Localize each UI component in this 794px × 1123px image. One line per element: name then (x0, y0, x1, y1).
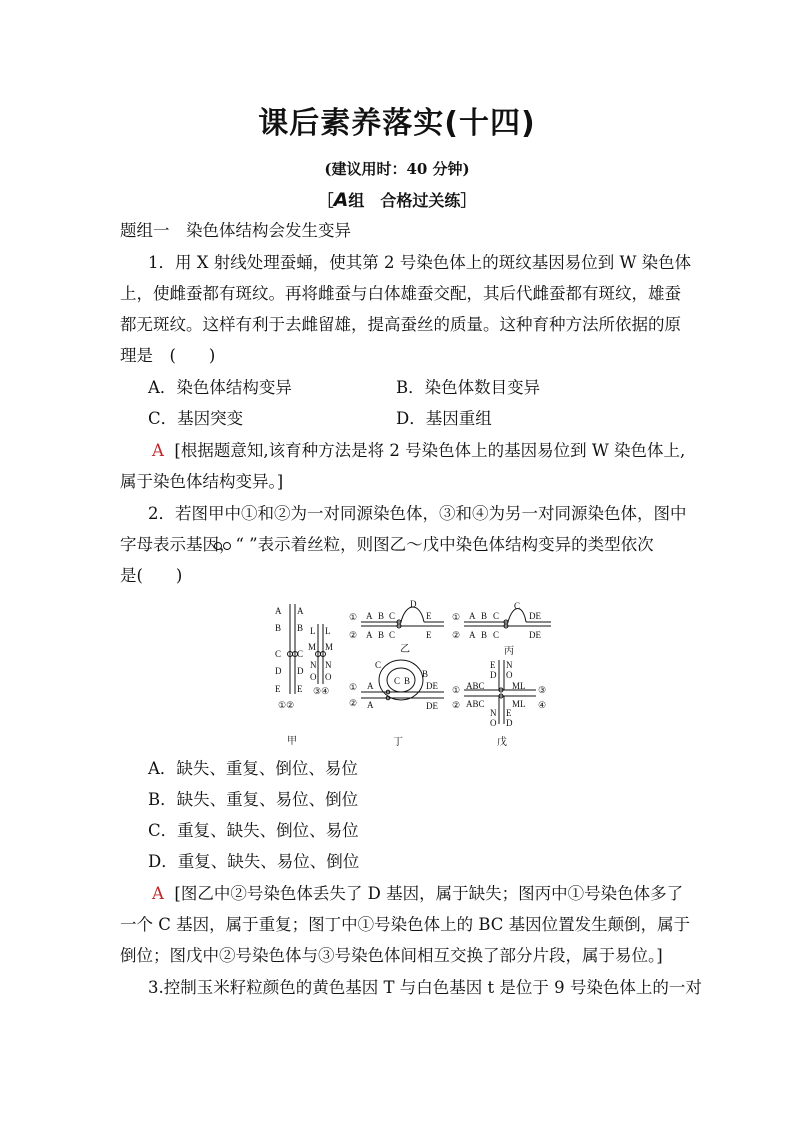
q3-line-1: 3.控制玉米籽粒颜色的黄色基因 T 与白色基因 t 是位于 9 号染色体上的一对 (148, 978, 702, 997)
svg-text:C: C (275, 649, 282, 659)
fig-caption-wu: 戊 (497, 737, 507, 748)
svg-text:N: N (310, 660, 317, 670)
svg-text:C: C (389, 630, 396, 640)
svg-text:N: N (506, 660, 513, 670)
q2-line-3: 是( ) (120, 566, 183, 585)
fig-caption-ding: 丁 (393, 737, 403, 748)
svg-text:E: E (426, 611, 432, 621)
q2-line-2: 字母表示基因，“ ”表示着丝粒，则图乙～戊中染色体结构变异的类型依次 (120, 535, 654, 554)
svg-text:④: ④ (538, 700, 547, 710)
svg-text:B: B (297, 623, 304, 633)
svg-text:③: ③ (538, 685, 547, 695)
svg-text:DE: DE (529, 630, 541, 640)
q1-line-4: 理是 ( ) (120, 346, 216, 365)
svg-text:②: ② (452, 630, 461, 640)
svg-text:E: E (490, 660, 496, 670)
time-suggestion: (建议用时：40 分钟) (324, 160, 470, 178)
svg-text:ML: ML (512, 681, 526, 691)
q1-explanation-1: [根据题意知,该育种方法是将 2 号染色体上的基因易位到 W 染色体上, (174, 441, 686, 460)
section-title: 题组一 染色体结构会发生变异 (120, 221, 351, 240)
svg-text:L: L (325, 626, 331, 636)
svg-text:O: O (490, 718, 497, 728)
svg-text:DE: DE (426, 681, 438, 691)
svg-text:O: O (325, 672, 332, 682)
svg-text:A: A (367, 681, 374, 691)
q1-option-b[interactable]: B．染色体数目变异 (396, 378, 541, 397)
svg-text:A: A (297, 606, 304, 616)
page-title: 课后素养落实(十四) (258, 106, 536, 141)
q1-line-2: 上，使雌蚕都有斑纹。再将雌蚕与白体雄蚕交配，其后代雌蚕都有斑纹，雄蚕 (120, 284, 681, 303)
svg-text:C: C (514, 601, 521, 611)
svg-text:DE: DE (529, 611, 541, 621)
svg-text:O: O (310, 672, 317, 682)
svg-text:B: B (404, 676, 411, 686)
svg-text:①: ① (452, 685, 461, 695)
q2-option-b[interactable]: B．缺失、重复、易位、倒位 (148, 790, 359, 809)
svg-text:①: ① (349, 612, 358, 622)
chromosome-figure (268, 598, 558, 750)
figure-jia (275, 604, 333, 747)
figure-wu (452, 660, 546, 748)
svg-text:B: B (275, 623, 282, 633)
q1-explanation-2: 属于染色体结构变异。] (120, 472, 284, 491)
svg-text:N: N (325, 660, 332, 670)
group-text: 组 合格过关练 (348, 191, 461, 210)
q1-option-d[interactable]: D．基因重组 (396, 409, 492, 428)
svg-text:A: A (367, 700, 374, 710)
q2-answer-letter: A (152, 884, 164, 903)
svg-text:E: E (275, 684, 281, 694)
svg-text:B: B (422, 669, 429, 679)
svg-text:C: C (297, 649, 304, 659)
svg-text:C: C (493, 611, 500, 621)
fig-label-34: ③④ (313, 686, 330, 696)
svg-text:A: A (366, 630, 373, 640)
svg-text:D: D (275, 666, 282, 676)
svg-text:C: C (375, 660, 382, 670)
svg-text:A: A (275, 606, 282, 616)
q2-answer (152, 879, 683, 909)
q2-option-d[interactable]: D．重复、缺失、易位、倒位 (148, 852, 360, 871)
svg-text:B: B (378, 630, 385, 640)
svg-text:②: ② (452, 700, 461, 710)
svg-text:D: D (297, 666, 304, 676)
group-heading (0, 188, 794, 211)
centromere-symbol (212, 539, 234, 553)
fig-caption-yi: 乙 (400, 644, 410, 655)
svg-text:E: E (297, 684, 303, 694)
q1-answer-letter: A (152, 441, 164, 460)
q2-explanation-3: 倒位；图戊中②号染色体与③号染色体间相互交换了部分片段，属于易位。] (120, 946, 663, 965)
svg-text:D: D (490, 670, 497, 680)
group-letter: A (333, 189, 349, 211)
figure-ding (349, 660, 444, 748)
fig-caption-bing: 丙 (504, 646, 514, 657)
group-bracket-close: ］ (460, 191, 477, 210)
svg-text:ABC: ABC (466, 699, 485, 709)
q1-line-3: 都无斑纹。这样有利于去雌留雄，提高蚕丝的质量。这种育种方法所依据的原 (120, 315, 681, 334)
svg-text:B: B (378, 611, 385, 621)
svg-text:①: ① (452, 612, 461, 622)
svg-text:D: D (506, 718, 513, 728)
q2-explanation-1: [图乙中②号染色体丢失了 D 基因，属于缺失；图丙中①号染色体多了 (174, 884, 684, 903)
svg-text:A: A (469, 630, 476, 640)
svg-text:M: M (308, 642, 317, 652)
svg-text:E: E (426, 630, 432, 640)
figure-yi (349, 599, 444, 655)
q1-answer (152, 436, 685, 466)
svg-text:O: O (506, 670, 513, 680)
svg-text:C: C (394, 676, 401, 686)
svg-text:D: D (410, 599, 417, 609)
q1-option-c[interactable]: C．基因突变 (148, 409, 244, 428)
svg-text:②: ② (349, 630, 358, 640)
svg-text:C: C (389, 611, 396, 621)
figure-bing (452, 601, 551, 657)
svg-text:L: L (310, 626, 316, 636)
svg-text:B: B (481, 630, 488, 640)
svg-text:A: A (366, 611, 373, 621)
fig-caption-jia: 甲 (287, 736, 297, 747)
q2-option-c[interactable]: C．重复、缺失、倒位、易位 (148, 821, 359, 840)
q2-explanation-2: 一个 C 基因，属于重复；图丁中①号染色体上的 BC 基因位置发生颠倒，属于 (120, 915, 691, 934)
svg-text:ABC: ABC (466, 681, 485, 691)
svg-text:①: ① (349, 682, 358, 692)
svg-text:DE: DE (426, 701, 438, 711)
fig-label-12: ①② (278, 700, 295, 710)
svg-text:②: ② (349, 698, 358, 708)
svg-text:A: A (469, 611, 476, 621)
q1-option-a[interactable]: A．染色体结构变异 (148, 378, 292, 397)
q1-line-1: 1．用 X 射线处理蚕蛹，使其第 2 号染色体上的斑纹基因易位到 W 染色体 (148, 253, 692, 272)
q2-option-a[interactable]: A．缺失、重复、倒位、易位 (148, 759, 358, 778)
svg-text:N: N (490, 708, 497, 718)
svg-text:M: M (325, 642, 334, 652)
svg-text:ML: ML (512, 699, 526, 709)
svg-text:B: B (481, 611, 488, 621)
q2-line-1: 2．若图甲中①和②为一对同源染色体，③和④为另一对同源染色体，图中 (148, 504, 687, 523)
svg-text:C: C (493, 630, 500, 640)
group-bracket-open: ［ (317, 191, 334, 210)
svg-text:E: E (506, 708, 512, 718)
